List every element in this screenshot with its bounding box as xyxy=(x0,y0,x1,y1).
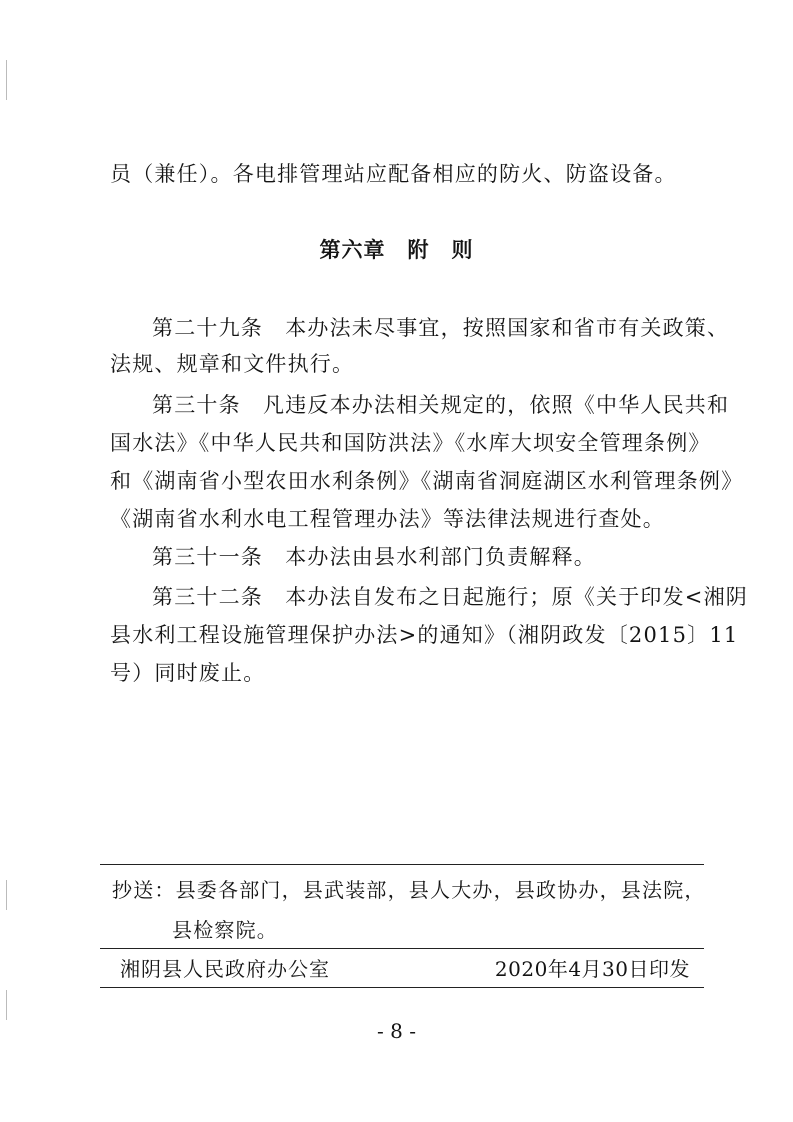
cc-line-2: 县检察院。 xyxy=(172,918,278,942)
issuer-name: 湘阴县人民政府办公室 xyxy=(120,957,330,981)
cc-line-1: 抄送：县委各部门，县武装部，县人大办，县政协办，县法院， xyxy=(112,878,706,902)
article-29-line-2: 法规、规章和文件执行。 xyxy=(110,352,355,376)
article-30-line-4: 《湖南省水利水电工程管理办法》等法律法规进行查处。 xyxy=(110,507,665,531)
article-31-line-1: 第三十一条 本办法由县水利部门负责解释。 xyxy=(152,545,596,569)
continuation-text: 员（兼任）。各电排管理站应配备相应的防火、防盗设备。 xyxy=(110,162,677,186)
footer-top-rule xyxy=(100,864,704,865)
article-30-line-3: 和《湖南省小型农田水利条例》《湖南省洞庭湖区水利管理条例》 xyxy=(110,469,744,493)
scan-margin-mark xyxy=(6,990,7,1020)
article-32-line-2: 县水利工程设施管理保护办法>的通知》（湘阴政发〔2015〕11 xyxy=(110,623,739,647)
scan-margin-mark xyxy=(6,880,7,910)
footer-middle-rule xyxy=(100,948,704,949)
issue-date: 2020年4月30日印发 xyxy=(494,957,690,981)
footer-bottom-rule xyxy=(100,987,704,988)
scan-margin-mark xyxy=(6,60,7,100)
chapter-title: 第六章 附 则 xyxy=(319,238,474,262)
article-32-line-3: 号）同时废止。 xyxy=(110,661,266,685)
article-30-line-2: 国水法》《中华人民共和国防洪法》《水库大坝安全管理条例》 xyxy=(110,431,711,455)
article-30-line-1: 第三十条 凡违反本办法相关规定的，依照《中华人民共和 xyxy=(152,393,730,417)
article-29-line-1: 第二十九条 本办法未尽事宜，按照国家和省市有关政策、 xyxy=(152,316,730,340)
article-32-line-1: 第三十二条 本办法自发布之日起施行；原《关于印发<湘阴 xyxy=(152,585,748,609)
page-number: - 8 - xyxy=(377,1019,416,1043)
